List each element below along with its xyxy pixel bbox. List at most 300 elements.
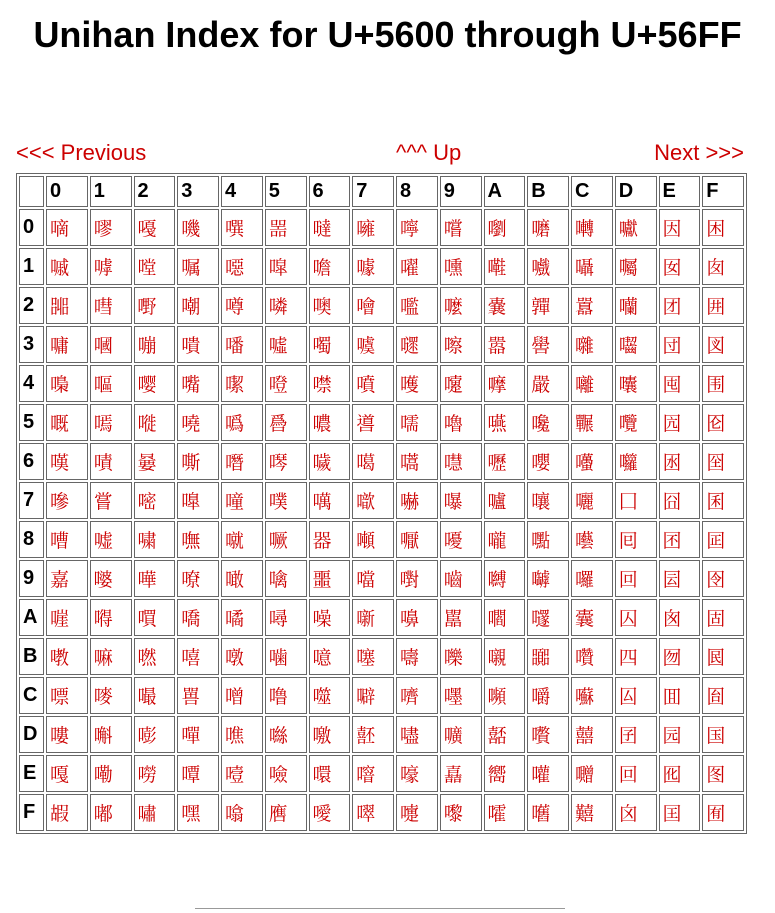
column-header: D bbox=[615, 176, 657, 207]
character-link[interactable]: 园 bbox=[659, 716, 701, 753]
character-link[interactable]: 嘝 bbox=[90, 716, 132, 753]
character-link[interactable]: 嘒 bbox=[90, 287, 132, 324]
character-link[interactable]: 噷 bbox=[352, 482, 394, 519]
character-link[interactable]: 噘 bbox=[265, 521, 307, 558]
character-link[interactable]: 囖 bbox=[615, 443, 657, 480]
character-link[interactable]: 嚶 bbox=[527, 443, 569, 480]
character-link[interactable]: 嚯 bbox=[484, 794, 526, 831]
row-header: 6 bbox=[19, 443, 44, 480]
character-link[interactable]: 噸 bbox=[352, 521, 394, 558]
row-header: A bbox=[19, 599, 44, 636]
character-link[interactable]: 囌 bbox=[571, 677, 613, 714]
page-title: Unihan Index for U+5600 through U+56FF bbox=[33, 14, 742, 55]
character-link[interactable]: 嘄 bbox=[46, 365, 88, 402]
character-link[interactable]: 嚌 bbox=[396, 677, 438, 714]
character-link[interactable]: 嘀 bbox=[46, 209, 88, 246]
row-header: 4 bbox=[19, 365, 44, 402]
character-link[interactable]: 嚠 bbox=[484, 209, 526, 246]
character-link[interactable]: 嚐 bbox=[440, 209, 482, 246]
character-link[interactable]: 噧 bbox=[309, 482, 351, 519]
navigation-bar bbox=[16, 140, 744, 166]
column-header: A bbox=[484, 176, 526, 207]
character-link[interactable]: 嚩 bbox=[484, 560, 526, 597]
character-link[interactable]: 嚴 bbox=[527, 365, 569, 402]
character-link[interactable]: 嘤 bbox=[134, 365, 176, 402]
character-link[interactable]: 嘼 bbox=[177, 677, 219, 714]
character-link[interactable]: 嚮 bbox=[484, 755, 526, 792]
character-link[interactable]: 嚝 bbox=[440, 716, 482, 753]
table-row bbox=[19, 209, 744, 246]
character-link[interactable]: 嚇 bbox=[396, 482, 438, 519]
character-link[interactable]: 嘲 bbox=[177, 287, 219, 324]
character-link[interactable]: 囚 bbox=[615, 599, 657, 636]
character-link[interactable]: 嘿 bbox=[177, 794, 219, 831]
character-link[interactable]: 嚘 bbox=[440, 521, 482, 558]
row-header: D bbox=[19, 716, 44, 753]
character-link[interactable]: 嚨 bbox=[484, 521, 526, 558]
character-link[interactable]: 嘠 bbox=[134, 209, 176, 246]
character-link[interactable]: 嚧 bbox=[484, 482, 526, 519]
character-link[interactable]: 嘙 bbox=[90, 560, 132, 597]
character-link[interactable]: 嘥 bbox=[134, 404, 176, 441]
table-row bbox=[19, 716, 744, 753]
character-link[interactable]: 囻 bbox=[702, 638, 744, 675]
row-header: F bbox=[19, 794, 44, 831]
character-link[interactable]: 嚵 bbox=[527, 404, 569, 441]
character-link[interactable]: 囹 bbox=[702, 560, 744, 597]
character-link[interactable]: 嘋 bbox=[46, 638, 88, 675]
character-link[interactable]: 嘔 bbox=[90, 365, 132, 402]
character-link[interactable]: 噍 bbox=[221, 716, 263, 753]
character-link[interactable]: 嚸 bbox=[527, 521, 569, 558]
table-row bbox=[19, 638, 744, 675]
bottom-divider bbox=[195, 908, 565, 913]
character-link[interactable]: 囵 bbox=[702, 404, 744, 441]
character-link[interactable]: 嘐 bbox=[90, 209, 132, 246]
character-link[interactable]: 嚺 bbox=[527, 599, 569, 636]
character-link[interactable]: 囿 bbox=[702, 794, 744, 831]
character-link[interactable]: 噭 bbox=[309, 716, 351, 753]
character-link[interactable]: 嘩 bbox=[134, 560, 176, 597]
character-link[interactable]: 嚾 bbox=[527, 755, 569, 792]
character-link[interactable]: 噽 bbox=[352, 716, 394, 753]
character-link[interactable]: 嚥 bbox=[484, 404, 526, 441]
character-link[interactable]: 嘢 bbox=[134, 287, 176, 324]
character-link[interactable]: 噴 bbox=[352, 365, 394, 402]
character-link[interactable]: 噔 bbox=[265, 365, 307, 402]
row-header: B bbox=[19, 638, 44, 675]
character-link[interactable]: 噃 bbox=[221, 326, 263, 363]
character-link[interactable]: 噆 bbox=[221, 443, 263, 480]
character-link[interactable]: 团 bbox=[659, 287, 701, 324]
character-link[interactable]: 噁 bbox=[221, 248, 263, 285]
character-link[interactable]: 嚻 bbox=[527, 638, 569, 675]
character-link[interactable]: 囮 bbox=[659, 755, 701, 792]
character-link[interactable]: 嚭 bbox=[484, 716, 526, 753]
row-header: 8 bbox=[19, 521, 44, 558]
table-row bbox=[19, 287, 744, 324]
character-link[interactable]: 嘮 bbox=[134, 755, 176, 792]
character-link[interactable]: 嘺 bbox=[177, 599, 219, 636]
character-link[interactable]: 嚍 bbox=[396, 716, 438, 753]
character-link[interactable]: 囄 bbox=[571, 365, 613, 402]
character-link[interactable]: 嚊 bbox=[396, 599, 438, 636]
character-link[interactable]: 囲 bbox=[702, 287, 744, 324]
character-link[interactable]: 嚟 bbox=[440, 794, 482, 831]
character-link[interactable]: 噋 bbox=[221, 638, 263, 675]
character-link[interactable]: 四 bbox=[615, 638, 657, 675]
character-link[interactable]: 噚 bbox=[265, 599, 307, 636]
character-link[interactable]: 嚑 bbox=[440, 248, 482, 285]
character-link[interactable]: 国 bbox=[702, 716, 744, 753]
character-link[interactable]: 嘡 bbox=[134, 248, 176, 285]
character-link[interactable]: 囅 bbox=[571, 404, 613, 441]
character-link[interactable]: 噕 bbox=[265, 404, 307, 441]
character-link[interactable]: 嘹 bbox=[177, 560, 219, 597]
character-link[interactable]: 噦 bbox=[309, 443, 351, 480]
character-link[interactable]: 嚞 bbox=[440, 755, 482, 792]
table-row bbox=[19, 248, 744, 285]
character-link[interactable]: 囏 bbox=[571, 794, 613, 831]
character-link[interactable]: 围 bbox=[702, 365, 744, 402]
character-link[interactable]: 囤 bbox=[659, 365, 701, 402]
character-link[interactable]: 噒 bbox=[265, 287, 307, 324]
column-header: 6 bbox=[309, 176, 351, 207]
character-link[interactable]: 嘈 bbox=[46, 521, 88, 558]
character-link[interactable]: 囗 bbox=[615, 482, 657, 519]
character-link[interactable]: 嘑 bbox=[90, 248, 132, 285]
character-link[interactable]: 囩 bbox=[659, 560, 701, 597]
character-link[interactable]: 噠 bbox=[309, 209, 351, 246]
character-link[interactable]: 噱 bbox=[352, 248, 394, 285]
character-link[interactable]: 噜 bbox=[265, 677, 307, 714]
character-link[interactable]: 噊 bbox=[221, 599, 263, 636]
character-link[interactable]: 噖 bbox=[265, 443, 307, 480]
character-link[interactable]: 嘾 bbox=[177, 755, 219, 792]
character-link[interactable]: 嘽 bbox=[177, 716, 219, 753]
character-link[interactable]: 嚗 bbox=[440, 482, 482, 519]
character-link[interactable]: 嚈 bbox=[396, 521, 438, 558]
character-link[interactable]: 嚬 bbox=[484, 677, 526, 714]
next-link[interactable]: Next >>> bbox=[654, 140, 744, 165]
character-link[interactable]: 图 bbox=[702, 755, 744, 792]
character-link[interactable]: 嘟 bbox=[90, 794, 132, 831]
character-link[interactable]: 噏 bbox=[221, 794, 263, 831]
character-link[interactable]: 嚫 bbox=[484, 638, 526, 675]
character-link[interactable]: 噩 bbox=[309, 560, 351, 597]
column-header: B bbox=[527, 176, 569, 207]
character-link[interactable]: 囦 bbox=[659, 443, 701, 480]
row-header: 3 bbox=[19, 326, 44, 363]
character-link[interactable]: 噛 bbox=[265, 638, 307, 675]
character-link[interactable]: 囂 bbox=[571, 287, 613, 324]
character-link[interactable]: 嚱 bbox=[527, 248, 569, 285]
character-link[interactable]: 嘦 bbox=[134, 443, 176, 480]
character-link[interactable]: 図 bbox=[702, 326, 744, 363]
character-link[interactable]: 嘫 bbox=[134, 638, 176, 675]
character-link[interactable]: 嘷 bbox=[177, 482, 219, 519]
row-header: 7 bbox=[19, 482, 44, 519]
character-link[interactable]: 嚋 bbox=[396, 638, 438, 675]
character-link[interactable]: 嚙 bbox=[440, 560, 482, 597]
character-link[interactable]: 嘗 bbox=[90, 482, 132, 519]
character-link[interactable]: 嚹 bbox=[527, 560, 569, 597]
character-link[interactable]: 回 bbox=[615, 560, 657, 597]
character-link[interactable]: 嚎 bbox=[396, 755, 438, 792]
character-link[interactable]: 嘖 bbox=[90, 443, 132, 480]
character-link[interactable]: 囋 bbox=[571, 638, 613, 675]
character-link[interactable]: 噣 bbox=[309, 326, 351, 363]
character-link[interactable]: 嚢 bbox=[484, 287, 526, 324]
character-link[interactable]: 噵 bbox=[352, 404, 394, 441]
character-link[interactable]: 噉 bbox=[221, 560, 263, 597]
character-link[interactable]: 嚂 bbox=[396, 287, 438, 324]
character-link[interactable]: 嚕 bbox=[440, 404, 482, 441]
character-link[interactable]: 噫 bbox=[309, 638, 351, 675]
character-link[interactable]: 噂 bbox=[221, 287, 263, 324]
character-link[interactable]: 噥 bbox=[309, 404, 351, 441]
character-link[interactable]: 囎 bbox=[571, 755, 613, 792]
character-link[interactable]: 嘸 bbox=[177, 521, 219, 558]
character-link[interactable]: 囑 bbox=[615, 248, 657, 285]
character-link[interactable]: 困 bbox=[702, 209, 744, 246]
character-link[interactable]: 囀 bbox=[571, 209, 613, 246]
character-link[interactable]: 嚒 bbox=[440, 287, 482, 324]
character-link[interactable]: 嚤 bbox=[484, 365, 526, 402]
character-link[interactable]: 嘪 bbox=[134, 599, 176, 636]
character-link[interactable]: 嚲 bbox=[527, 287, 569, 324]
character-link[interactable]: 嚉 bbox=[396, 560, 438, 597]
character-link[interactable]: 嘰 bbox=[177, 209, 219, 246]
column-header: E bbox=[659, 176, 701, 207]
character-link[interactable]: 嘴 bbox=[177, 365, 219, 402]
character-link[interactable]: 囓 bbox=[615, 326, 657, 363]
character-link[interactable]: 噶 bbox=[352, 443, 394, 480]
character-link[interactable]: 噳 bbox=[352, 326, 394, 363]
character-link[interactable]: 囟 bbox=[615, 794, 657, 831]
character-link[interactable]: 噬 bbox=[309, 677, 351, 714]
character-link[interactable]: 嘎 bbox=[46, 755, 88, 792]
column-header: 1 bbox=[90, 176, 132, 207]
character-link[interactable]: 嚳 bbox=[527, 326, 569, 363]
character-link[interactable]: 噌 bbox=[221, 677, 263, 714]
character-link[interactable]: 囷 bbox=[702, 482, 744, 519]
character-link[interactable]: 噼 bbox=[352, 677, 394, 714]
character-link[interactable]: 囪 bbox=[659, 599, 701, 636]
character-link[interactable]: 囍 bbox=[571, 716, 613, 753]
character-link[interactable]: 嚡 bbox=[484, 248, 526, 285]
character-link[interactable]: 嘭 bbox=[134, 716, 176, 753]
character-link[interactable]: 嘱 bbox=[177, 248, 219, 285]
character-link[interactable]: 囧 bbox=[659, 482, 701, 519]
character-link[interactable]: 囊 bbox=[571, 599, 613, 636]
character-link[interactable]: 嘍 bbox=[46, 716, 88, 753]
row-header: 5 bbox=[19, 404, 44, 441]
character-link[interactable]: 嘻 bbox=[177, 638, 219, 675]
character-link[interactable]: 噑 bbox=[265, 248, 307, 285]
character-link[interactable]: 嘧 bbox=[134, 482, 176, 519]
character-link[interactable]: 嘌 bbox=[46, 677, 88, 714]
character-link[interactable]: 囔 bbox=[615, 365, 657, 402]
character-link[interactable]: 噙 bbox=[265, 560, 307, 597]
table-row bbox=[19, 755, 744, 792]
character-link[interactable]: 噝 bbox=[265, 716, 307, 753]
character-link[interactable]: 固 bbox=[702, 599, 744, 636]
character-link[interactable]: 囝 bbox=[615, 716, 657, 753]
character-link[interactable]: 噲 bbox=[352, 287, 394, 324]
character-link[interactable]: 囶 bbox=[702, 443, 744, 480]
character-link[interactable]: 嚀 bbox=[396, 209, 438, 246]
character-link[interactable]: 嚚 bbox=[440, 599, 482, 636]
character-link[interactable]: 噢 bbox=[309, 287, 351, 324]
character-link[interactable]: 嘅 bbox=[46, 404, 88, 441]
table-row bbox=[19, 443, 744, 480]
character-link[interactable]: 囡 bbox=[659, 248, 701, 285]
character-link[interactable]: 囥 bbox=[659, 404, 701, 441]
character-link[interactable]: 嘘 bbox=[90, 521, 132, 558]
character-link[interactable]: 噄 bbox=[221, 365, 263, 402]
character-link[interactable]: 嚷 bbox=[527, 482, 569, 519]
character-link[interactable]: 嘃 bbox=[46, 326, 88, 363]
character-link[interactable]: 嚿 bbox=[527, 794, 569, 831]
character-link[interactable]: 嚔 bbox=[440, 365, 482, 402]
character-link[interactable]: 噿 bbox=[352, 794, 394, 831]
character-link[interactable]: 嘚 bbox=[90, 599, 132, 636]
character-link[interactable]: 嚜 bbox=[440, 677, 482, 714]
character-link[interactable]: 嚛 bbox=[440, 638, 482, 675]
character-link[interactable]: 噟 bbox=[265, 794, 307, 831]
character-link[interactable]: 囒 bbox=[615, 287, 657, 324]
previous-link[interactable]: <<< Previous bbox=[16, 140, 147, 165]
row-header: C bbox=[19, 677, 44, 714]
character-link[interactable]: 嘨 bbox=[134, 521, 176, 558]
character-link[interactable]: 嘊 bbox=[46, 599, 88, 636]
character-link[interactable]: 嘏 bbox=[46, 794, 88, 831]
column-header: F bbox=[702, 176, 744, 207]
character-link[interactable]: 因 bbox=[659, 209, 701, 246]
column-header: 2 bbox=[134, 176, 176, 207]
character-link[interactable]: 噈 bbox=[221, 521, 263, 558]
character-link[interactable]: 嘂 bbox=[46, 287, 88, 324]
character-link[interactable]: 嘵 bbox=[177, 404, 219, 441]
character-link[interactable]: 囕 bbox=[615, 404, 657, 441]
character-link[interactable]: 噎 bbox=[221, 755, 263, 792]
column-header: C bbox=[571, 176, 613, 207]
character-link[interactable]: 囇 bbox=[571, 482, 613, 519]
character-link[interactable]: 囆 bbox=[571, 443, 613, 480]
character-link[interactable]: 囁 bbox=[571, 248, 613, 285]
character-link[interactable]: 囫 bbox=[659, 638, 701, 675]
character-link[interactable]: 囯 bbox=[659, 794, 701, 831]
character-link[interactable]: 嘜 bbox=[90, 677, 132, 714]
character-link[interactable]: 嘕 bbox=[90, 404, 132, 441]
character-link[interactable]: 嘉 bbox=[46, 560, 88, 597]
character-link[interactable]: 回 bbox=[615, 755, 657, 792]
character-link[interactable]: 噐 bbox=[265, 209, 307, 246]
character-link[interactable]: 囨 bbox=[659, 521, 701, 558]
character-link[interactable]: 嘛 bbox=[90, 638, 132, 675]
character-link[interactable]: 囉 bbox=[571, 560, 613, 597]
character-link[interactable]: 囱 bbox=[702, 248, 744, 285]
character-link[interactable]: 噹 bbox=[352, 560, 394, 597]
column-header-row bbox=[19, 176, 744, 207]
character-link[interactable]: 囸 bbox=[702, 521, 744, 558]
character-link[interactable]: 器 bbox=[309, 521, 351, 558]
character-link[interactable]: 噰 bbox=[352, 209, 394, 246]
character-link[interactable]: 嘇 bbox=[46, 482, 88, 519]
character-link[interactable]: 噓 bbox=[265, 326, 307, 363]
character-link[interactable]: 囼 bbox=[702, 677, 744, 714]
character-link[interactable]: 嘓 bbox=[90, 326, 132, 363]
character-link[interactable]: 嚦 bbox=[484, 443, 526, 480]
character-link[interactable]: 噇 bbox=[221, 482, 263, 519]
character-link[interactable]: 嚁 bbox=[396, 248, 438, 285]
character-link[interactable]: 噀 bbox=[221, 209, 263, 246]
row-header: 2 bbox=[19, 287, 44, 324]
character-link[interactable]: 嚃 bbox=[396, 326, 438, 363]
character-link[interactable]: 噗 bbox=[265, 482, 307, 519]
character-link[interactable]: 嚆 bbox=[396, 443, 438, 480]
character-link[interactable]: 囃 bbox=[571, 326, 613, 363]
character-link[interactable]: 嘯 bbox=[134, 794, 176, 831]
character-link[interactable]: 噤 bbox=[309, 365, 351, 402]
column-header: 3 bbox=[177, 176, 219, 207]
character-link[interactable]: 噾 bbox=[352, 755, 394, 792]
character-link[interactable]: 嘆 bbox=[46, 443, 88, 480]
character-link[interactable]: 噡 bbox=[309, 248, 351, 285]
character-link[interactable]: 囜 bbox=[615, 677, 657, 714]
character-link[interactable]: 囘 bbox=[615, 521, 657, 558]
character-link[interactable]: 嘬 bbox=[134, 677, 176, 714]
character-link[interactable]: 噅 bbox=[221, 404, 263, 441]
character-link[interactable]: 噯 bbox=[309, 794, 351, 831]
column-header: 5 bbox=[265, 176, 307, 207]
character-link[interactable]: 囐 bbox=[615, 209, 657, 246]
character-link[interactable]: 噞 bbox=[265, 755, 307, 792]
table-row bbox=[19, 794, 744, 831]
character-link[interactable]: 嚏 bbox=[396, 794, 438, 831]
character-link[interactable]: 噻 bbox=[352, 638, 394, 675]
table-row bbox=[19, 677, 744, 714]
character-link[interactable]: 嚰 bbox=[527, 209, 569, 246]
character-link[interactable]: 囈 bbox=[571, 521, 613, 558]
character-link[interactable]: 嚖 bbox=[440, 443, 482, 480]
character-link[interactable]: 嚣 bbox=[484, 326, 526, 363]
up-link[interactable]: ^^^ Up bbox=[396, 140, 462, 165]
character-link[interactable]: 嚽 bbox=[527, 716, 569, 753]
character-link[interactable]: 噮 bbox=[309, 755, 351, 792]
character-link[interactable]: 嘞 bbox=[90, 755, 132, 792]
character-link[interactable]: 嚪 bbox=[484, 599, 526, 636]
character-link[interactable]: 嘳 bbox=[177, 326, 219, 363]
table-row bbox=[19, 560, 744, 597]
character-link[interactable]: 囬 bbox=[659, 677, 701, 714]
table-row bbox=[19, 404, 744, 441]
character-link[interactable]: 噪 bbox=[309, 599, 351, 636]
column-header: 9 bbox=[440, 176, 482, 207]
unihan-index-table bbox=[16, 173, 747, 834]
character-link[interactable]: 嘶 bbox=[177, 443, 219, 480]
character-link[interactable]: 嚓 bbox=[440, 326, 482, 363]
character-link[interactable]: 嘁 bbox=[46, 248, 88, 285]
character-link[interactable]: 団 bbox=[659, 326, 701, 363]
character-link[interactable]: 嚄 bbox=[396, 365, 438, 402]
character-link[interactable]: 噺 bbox=[352, 599, 394, 636]
character-link[interactable]: 嚅 bbox=[396, 404, 438, 441]
character-link[interactable]: 嘣 bbox=[134, 326, 176, 363]
character-link[interactable]: 嚼 bbox=[527, 677, 569, 714]
column-header: 0 bbox=[46, 176, 88, 207]
